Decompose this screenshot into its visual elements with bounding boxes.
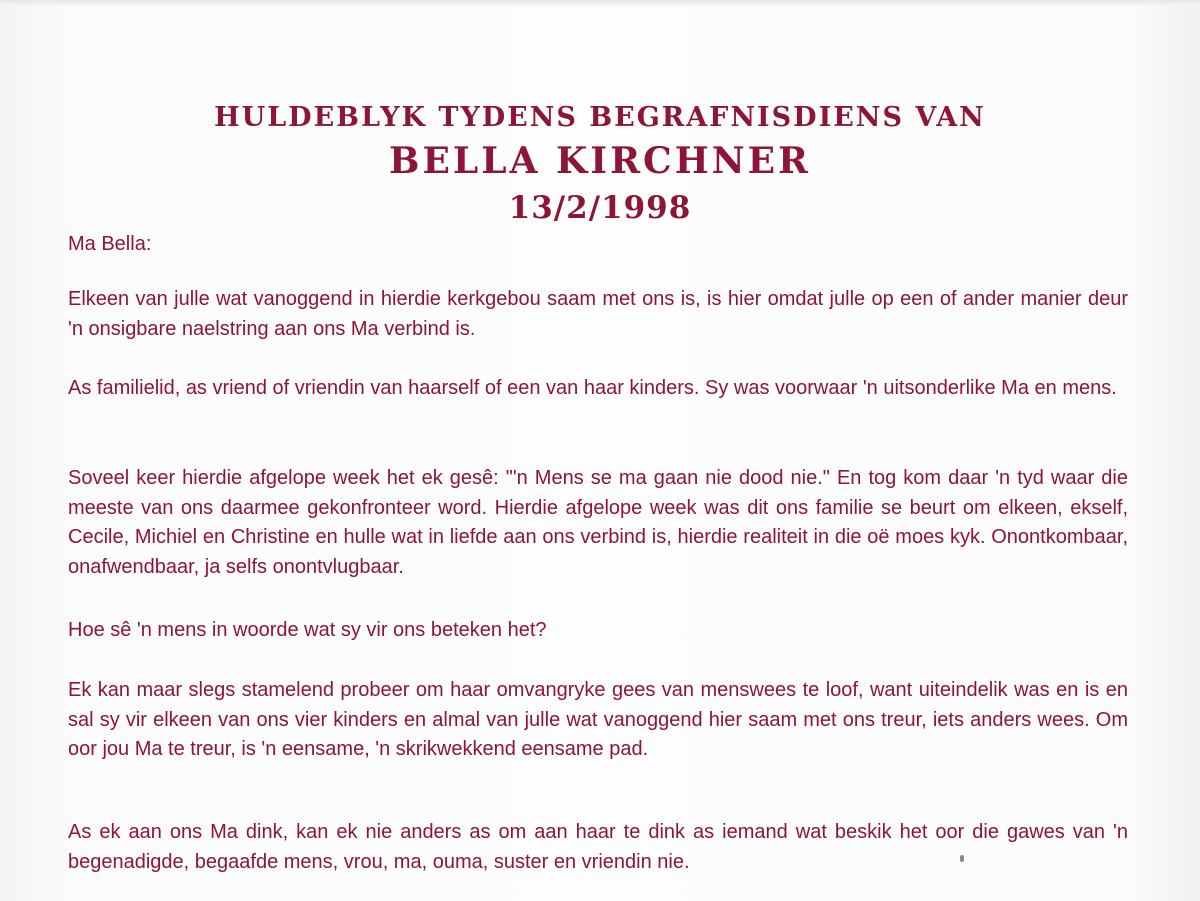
scan-speck <box>960 855 964 862</box>
heading-deceased-name: BELLA KIRCHNER <box>389 140 811 182</box>
paragraph-2: As familielid, as vriend of vriendin van haarself of een van haar kinders. Sy was voorwaar 'n uitsonderlike Ma en mens. <box>68 377 1117 399</box>
salutation: Ma Bella: <box>68 233 152 255</box>
paragraph-3: Soveel keer hierdie afgelope week het ek gesê: "'n Mens se ma gaan nie dood nie." En tog kom daar 'n tyd waar die meeste van ons daarmee gekonfronteer word. Hierdie afgelope week was dit ons familie se beurt om elkeen, ekself, Cecile, Michiel en Christine en hulle wat in liefde aan ons verbind is, hierdie realiteit in die oë moes kyk. Onontkombaar, onafwendbaar, ja selfs onontvlugbaar. <box>68 467 1128 578</box>
heading-tribute-title: HULDEBLYK TYDENS BEGRAFNISDIENS VAN <box>214 102 986 133</box>
heading-date: 13/2/1998 <box>508 190 692 226</box>
paragraph-1: Elkeen van julle wat vanoggend in hierdie kerkgebou saam met ons is, is hier omdat julle op een of ander manier deur 'n onsigbare naelstring aan ons Ma verbind is. <box>68 288 1128 340</box>
paragraph-4: Hoe sê 'n mens in woorde wat sy vir ons beteken het? <box>68 619 547 641</box>
paragraph-6: As ek aan ons Ma dink, kan ek nie anders as om aan haar te dink as iemand wat beskik het oor die gawes van 'n begenadigde, begaafde mens, vrou, ma, ouma, suster en vriendin nie. <box>68 821 1128 873</box>
scan-top-edge <box>0 0 1200 6</box>
paragraph-5: Ek kan maar slegs stamelend probeer om haar omvangryke gees van menswees te loof, want uiteindelik was en is en sal sy vir elkeen van ons vier kinders en almal van julle wat vanoggend hier saam met ons treur, iets anders wees. Om oor jou Ma te treur, is 'n eensame, 'n skrikwekkend eensame pad. <box>68 679 1128 760</box>
